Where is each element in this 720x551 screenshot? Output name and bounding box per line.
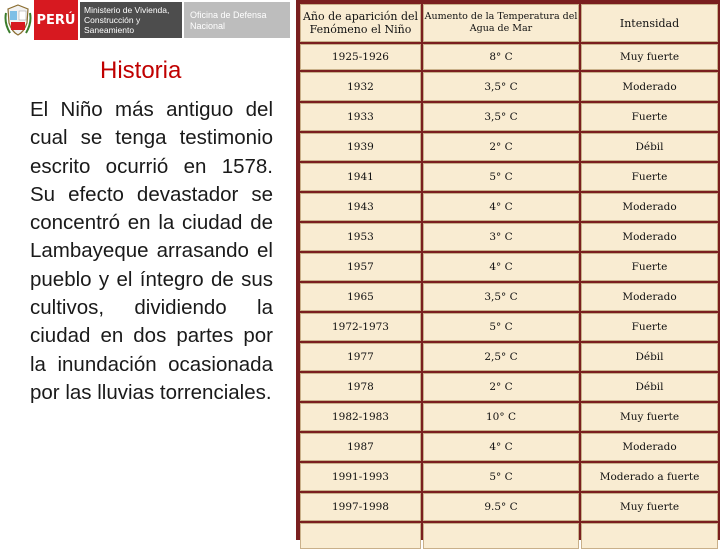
table-row xyxy=(300,343,718,371)
header-temperature: Aumento de la Temperatura del Agua de Mar xyxy=(423,4,579,42)
cell-year: 1991-1993 xyxy=(300,463,421,491)
cell-temperature: 9.5° C xyxy=(423,493,579,521)
cell-temperature: 10° C xyxy=(423,403,579,431)
table-row xyxy=(300,523,718,549)
cell-temperature: 4° C xyxy=(423,433,579,461)
cell-intensity: Moderado a fuerte xyxy=(581,463,718,491)
cell-intensity xyxy=(581,523,718,549)
cell-year xyxy=(300,523,421,549)
table-row xyxy=(300,253,718,281)
cell-temperature xyxy=(423,523,579,549)
cell-intensity: Muy fuerte xyxy=(581,493,718,521)
cell-year: 1987 xyxy=(300,433,421,461)
cell-temperature: 2° C xyxy=(423,373,579,401)
cell-temperature: 4° C xyxy=(423,253,579,281)
cell-intensity: Fuerte xyxy=(581,163,718,191)
cell-intensity: Moderado xyxy=(581,193,718,221)
cell-temperature: 3,5° C xyxy=(423,72,579,101)
table-row xyxy=(300,313,718,341)
peru-label: PERÚ xyxy=(34,0,78,40)
table-header-row xyxy=(300,4,718,42)
cell-intensity: Moderado xyxy=(581,433,718,461)
cell-temperature: 2° C xyxy=(423,133,579,161)
table-row xyxy=(300,433,718,461)
table-row xyxy=(300,163,718,191)
cell-intensity: Muy fuerte xyxy=(581,44,718,70)
cell-year: 1982-1983 xyxy=(300,403,421,431)
table-row xyxy=(300,283,718,311)
history-body: El Niño más antiguo del cual se tenga testimonio escrito ocurrió en 1578. Su efecto devastador se concentró en la ciudad de Lambayeque arrasando el pueblo y el íntegro de sus cultivos, dividiendo la ciudad en dos partes por la inundación ocasionada por las lluvias torrenciales. xyxy=(30,98,273,404)
cell-year: 1957 xyxy=(300,253,421,281)
cell-intensity: Moderado xyxy=(581,223,718,251)
table-row xyxy=(300,103,718,131)
header-intensity: Intensidad xyxy=(581,4,718,42)
header-logo xyxy=(0,0,290,40)
cell-year: 1933 xyxy=(300,103,421,131)
cell-temperature: 5° C xyxy=(423,163,579,191)
table-row xyxy=(300,493,718,521)
history-title: Historia xyxy=(100,57,182,84)
cell-temperature: 5° C xyxy=(423,463,579,491)
ministry-label: Ministerio de Vivienda, Construcción y Saneamiento xyxy=(80,2,182,38)
cell-intensity: Débil xyxy=(581,133,718,161)
cell-intensity: Moderado xyxy=(581,283,718,311)
cell-year: 1925-1926 xyxy=(300,44,421,70)
cell-temperature: 5° C xyxy=(423,313,579,341)
cell-year: 1965 xyxy=(300,283,421,311)
cell-intensity: Débil xyxy=(581,373,718,401)
cell-temperature: 3,5° C xyxy=(423,103,579,131)
cell-year: 1977 xyxy=(300,343,421,371)
cell-year: 1972-1973 xyxy=(300,313,421,341)
cell-temperature: 8° C xyxy=(423,44,579,70)
cell-temperature: 2,5° C xyxy=(423,343,579,371)
cell-year: 1953 xyxy=(300,223,421,251)
cell-temperature: 3° C xyxy=(423,223,579,251)
cell-temperature: 4° C xyxy=(423,193,579,221)
table-row xyxy=(300,463,718,491)
cell-intensity: Fuerte xyxy=(581,103,718,131)
table-row xyxy=(300,403,718,431)
cell-year: 1978 xyxy=(300,373,421,401)
table-row xyxy=(300,44,718,70)
cell-year: 1932 xyxy=(300,72,421,101)
header-year: Año de aparición del Fenómeno el Niño xyxy=(300,4,421,42)
table-row xyxy=(300,133,718,161)
table-row xyxy=(300,373,718,401)
cell-intensity: Fuerte xyxy=(581,313,718,341)
table-row xyxy=(300,193,718,221)
cell-year: 1943 xyxy=(300,193,421,221)
cell-intensity: Débil xyxy=(581,343,718,371)
el-nino-table-panel xyxy=(296,0,720,540)
coat-of-arms-icon xyxy=(4,3,32,37)
table-row xyxy=(300,223,718,251)
cell-year: 1997-1998 xyxy=(300,493,421,521)
cell-temperature: 3,5° C xyxy=(423,283,579,311)
office-label: Oficina de Defensa Nacional xyxy=(184,2,290,38)
cell-year: 1939 xyxy=(300,133,421,161)
cell-intensity: Muy fuerte xyxy=(581,403,718,431)
cell-year: 1941 xyxy=(300,163,421,191)
cell-intensity: Moderado xyxy=(581,72,718,101)
el-nino-table xyxy=(298,2,720,551)
table-row xyxy=(300,72,718,101)
cell-intensity: Fuerte xyxy=(581,253,718,281)
